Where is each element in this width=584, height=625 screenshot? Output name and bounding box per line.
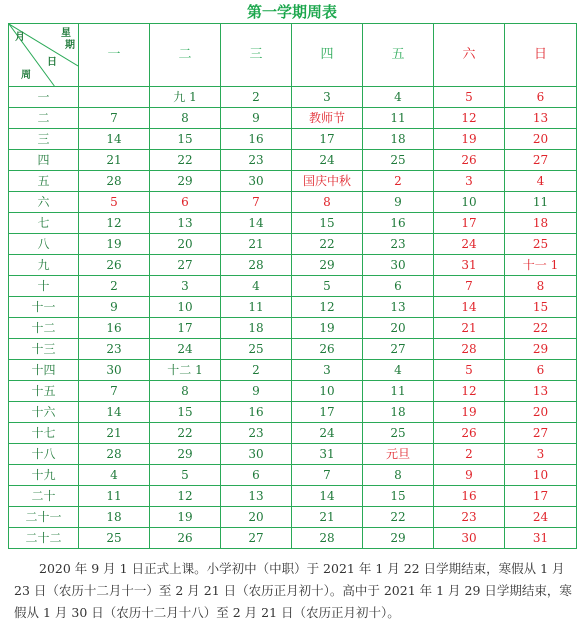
day-cell: 30 <box>221 444 292 465</box>
semester-note: 2020 年 9 月 1 日正式上课。小学初中（中职）于 2021 年 1 月 22 日学期结束，寒假从 1 月 23 日（农历十二月十一）至 2 月 21 日（农历正月初十）。高中于 2021 年 1 月 29 日学期结束，寒假从 1 月 30 日（农历十二月十八）至 2 月 21 日（农历正月初十）。 <box>14 561 572 620</box>
day-cell: 24 <box>292 150 363 171</box>
day-cell: 11 <box>221 297 292 318</box>
day-cell: 28 <box>221 255 292 276</box>
day-cell: 14 <box>79 402 150 423</box>
day-cell: 21 <box>292 507 363 528</box>
day-cell: 13 <box>505 381 577 402</box>
day-cell: 8 <box>292 192 363 213</box>
day-cell: 21 <box>79 423 150 444</box>
day-cell: 13 <box>363 297 434 318</box>
day-cell: 10 <box>434 192 505 213</box>
week-number-cell: 五 <box>9 171 79 192</box>
day-cell: 24 <box>150 339 221 360</box>
table-row <box>9 528 577 549</box>
page-title: 第一学期周表 <box>246 3 337 21</box>
day-cell: 15 <box>363 486 434 507</box>
day-cell: 12 <box>79 213 150 234</box>
table-row <box>9 171 577 192</box>
day-cell: 24 <box>434 234 505 255</box>
week-number-cell: 十六 <box>9 402 79 423</box>
day-cell: 19 <box>434 129 505 150</box>
table-row <box>9 213 577 234</box>
day-cell: 4 <box>79 465 150 486</box>
day-cell: 11 <box>363 381 434 402</box>
day-cell: 28 <box>292 528 363 549</box>
day-cell: 31 <box>434 255 505 276</box>
day-cell: 3 <box>150 276 221 297</box>
table-row <box>9 507 577 528</box>
day-cell: 3 <box>434 171 505 192</box>
day-cell: 10 <box>292 381 363 402</box>
day-cell: 2 <box>79 276 150 297</box>
table-row <box>9 486 577 507</box>
week-number-cell: 十一 <box>9 297 79 318</box>
day-cell: 17 <box>292 402 363 423</box>
week-number-cell: 一 <box>9 87 79 108</box>
day-cell: 29 <box>150 444 221 465</box>
day-cell: 10 <box>505 465 577 486</box>
day-cell: 22 <box>150 150 221 171</box>
day-cell: 9 <box>79 297 150 318</box>
day-cell: 22 <box>505 318 577 339</box>
day-cell: 26 <box>434 423 505 444</box>
week-number-cell: 七 <box>9 213 79 234</box>
day-cell: 19 <box>150 507 221 528</box>
week-number-cell: 二 <box>9 108 79 129</box>
day-cell: 九 1 <box>150 87 221 108</box>
day-cell: 20 <box>505 402 577 423</box>
weekday-header-sat: 六 <box>434 24 505 87</box>
day-cell: 7 <box>221 192 292 213</box>
table-row <box>9 360 577 381</box>
day-cell: 28 <box>79 444 150 465</box>
day-cell: 27 <box>505 423 577 444</box>
day-cell: 18 <box>79 507 150 528</box>
week-number-cell: 六 <box>9 192 79 213</box>
day-cell: 16 <box>363 213 434 234</box>
day-cell: 3 <box>292 87 363 108</box>
day-cell: 4 <box>363 87 434 108</box>
day-cell: 13 <box>221 486 292 507</box>
day-cell: 20 <box>505 129 577 150</box>
week-number-cell: 八 <box>9 234 79 255</box>
day-cell: 19 <box>434 402 505 423</box>
day-cell: 4 <box>505 171 577 192</box>
day-cell: 14 <box>434 297 505 318</box>
day-cell: 20 <box>363 318 434 339</box>
weekday-header-tue: 二 <box>150 24 221 87</box>
day-cell: 25 <box>505 234 577 255</box>
day-cell: 17 <box>292 129 363 150</box>
day-cell: 20 <box>150 234 221 255</box>
day-cell: 21 <box>221 234 292 255</box>
corner-weekday-label-2: 期 <box>65 40 75 51</box>
day-cell: 24 <box>505 507 577 528</box>
day-cell: 29 <box>363 528 434 549</box>
day-cell: 31 <box>292 444 363 465</box>
week-number-cell: 十八 <box>9 444 79 465</box>
day-cell: 16 <box>221 402 292 423</box>
week-number-cell: 十二 <box>9 318 79 339</box>
day-cell: 12 <box>292 297 363 318</box>
day-cell: 30 <box>434 528 505 549</box>
day-cell: 5 <box>292 276 363 297</box>
day-cell: 国庆中秋 <box>292 171 363 192</box>
day-cell: 2 <box>221 360 292 381</box>
day-cell: 18 <box>363 402 434 423</box>
week-number-cell: 十 <box>9 276 79 297</box>
day-cell: 8 <box>505 276 577 297</box>
week-number-cell: 十三 <box>9 339 79 360</box>
weekday-header-fri: 五 <box>363 24 434 87</box>
weekday-header-thu: 四 <box>292 24 363 87</box>
table-row <box>9 297 577 318</box>
day-cell: 5 <box>434 360 505 381</box>
day-cell: 2 <box>434 444 505 465</box>
day-cell: 9 <box>221 381 292 402</box>
week-number-cell: 十九 <box>9 465 79 486</box>
day-cell: 23 <box>221 150 292 171</box>
weekday-header-mon: 一 <box>79 24 150 87</box>
day-cell: 14 <box>292 486 363 507</box>
day-cell: 15 <box>150 402 221 423</box>
week-number-cell: 三 <box>9 129 79 150</box>
weekday-header-sun: 日 <box>505 24 577 87</box>
day-cell: 17 <box>505 486 577 507</box>
day-cell: 29 <box>150 171 221 192</box>
table-row <box>9 129 577 150</box>
day-cell: 11 <box>505 192 577 213</box>
table-row <box>9 255 577 276</box>
day-cell: 23 <box>363 234 434 255</box>
day-cell: 27 <box>363 339 434 360</box>
day-cell: 6 <box>363 276 434 297</box>
day-cell: 十二 1 <box>150 360 221 381</box>
table-row <box>9 87 577 108</box>
day-cell: 7 <box>434 276 505 297</box>
day-cell: 2 <box>363 171 434 192</box>
week-number-cell: 十四 <box>9 360 79 381</box>
corner-day-label: 日 <box>47 57 57 68</box>
table-row <box>9 108 577 129</box>
day-cell: 27 <box>221 528 292 549</box>
day-cell: 26 <box>79 255 150 276</box>
table-row <box>9 402 577 423</box>
day-cell: 12 <box>150 486 221 507</box>
table-row <box>9 234 577 255</box>
table-row <box>9 339 577 360</box>
day-cell: 13 <box>505 108 577 129</box>
day-cell: 3 <box>505 444 577 465</box>
day-cell: 30 <box>363 255 434 276</box>
day-cell: 24 <box>292 423 363 444</box>
weekday-header-wed: 三 <box>221 24 292 87</box>
day-cell: 23 <box>79 339 150 360</box>
day-cell: 8 <box>150 381 221 402</box>
day-cell: 9 <box>363 192 434 213</box>
corner-week-label: 周 <box>21 70 31 81</box>
corner-weekday-label-1: 星 <box>61 28 71 39</box>
day-cell: 8 <box>150 108 221 129</box>
day-cell: 27 <box>505 150 577 171</box>
day-cell: 18 <box>221 318 292 339</box>
day-cell: 2 <box>221 87 292 108</box>
day-cell: 15 <box>150 129 221 150</box>
day-cell: 8 <box>363 465 434 486</box>
day-cell: 30 <box>79 360 150 381</box>
week-number-cell: 十七 <box>9 423 79 444</box>
day-cell: 26 <box>292 339 363 360</box>
day-cell: 28 <box>79 171 150 192</box>
day-cell: 23 <box>221 423 292 444</box>
day-cell: 16 <box>221 129 292 150</box>
day-cell: 29 <box>505 339 577 360</box>
day-cell: 17 <box>434 213 505 234</box>
day-cell: 16 <box>434 486 505 507</box>
day-cell: 11 <box>363 108 434 129</box>
day-cell: 25 <box>79 528 150 549</box>
day-cell: 22 <box>292 234 363 255</box>
day-cell: 7 <box>292 465 363 486</box>
day-cell: 15 <box>292 213 363 234</box>
day-cell: 31 <box>505 528 577 549</box>
week-number-cell: 四 <box>9 150 79 171</box>
day-cell: 19 <box>292 318 363 339</box>
corner-header <box>9 24 79 87</box>
day-cell: 20 <box>221 507 292 528</box>
day-cell: 25 <box>363 150 434 171</box>
day-cell: 教师节 <box>292 108 363 129</box>
day-cell: 6 <box>221 465 292 486</box>
day-cell: 9 <box>221 108 292 129</box>
day-cell: 7 <box>79 381 150 402</box>
day-cell: 14 <box>221 213 292 234</box>
corner-month-label: 月 <box>15 32 25 43</box>
week-number-cell: 二十 <box>9 486 79 507</box>
day-cell: 23 <box>434 507 505 528</box>
table-row <box>9 318 577 339</box>
week-rows <box>9 87 577 549</box>
week-number-cell: 十五 <box>9 381 79 402</box>
day-cell: 12 <box>434 108 505 129</box>
day-cell: 元旦 <box>363 444 434 465</box>
day-cell: 29 <box>292 255 363 276</box>
table-row <box>9 192 577 213</box>
day-cell: 7 <box>79 108 150 129</box>
day-cell: 22 <box>150 423 221 444</box>
day-cell: 21 <box>79 150 150 171</box>
day-cell: 15 <box>505 297 577 318</box>
week-number-cell: 二十二 <box>9 528 79 549</box>
table-row <box>9 423 577 444</box>
day-cell: 4 <box>221 276 292 297</box>
day-cell: 13 <box>150 213 221 234</box>
day-cell: 25 <box>221 339 292 360</box>
day-cell: 26 <box>434 150 505 171</box>
day-cell: 26 <box>150 528 221 549</box>
day-cell: 11 <box>79 486 150 507</box>
day-cell: 22 <box>363 507 434 528</box>
table-row <box>9 444 577 465</box>
day-cell: 5 <box>150 465 221 486</box>
day-cell: 25 <box>363 423 434 444</box>
day-cell: 21 <box>434 318 505 339</box>
day-cell <box>79 87 150 108</box>
day-cell: 6 <box>505 87 577 108</box>
day-cell: 6 <box>505 360 577 381</box>
day-cell: 5 <box>79 192 150 213</box>
day-cell: 5 <box>434 87 505 108</box>
day-cell: 18 <box>505 213 577 234</box>
day-cell: 12 <box>434 381 505 402</box>
day-cell: 27 <box>150 255 221 276</box>
day-cell: 6 <box>150 192 221 213</box>
day-cell: 30 <box>221 171 292 192</box>
table-row <box>9 465 577 486</box>
day-cell: 17 <box>150 318 221 339</box>
header-row <box>9 24 577 87</box>
day-cell: 3 <box>292 360 363 381</box>
week-number-cell: 九 <box>9 255 79 276</box>
day-cell: 10 <box>150 297 221 318</box>
day-cell: 9 <box>434 465 505 486</box>
day-cell: 18 <box>363 129 434 150</box>
day-cell: 28 <box>434 339 505 360</box>
table-row <box>9 381 577 402</box>
day-cell: 19 <box>79 234 150 255</box>
day-cell: 14 <box>79 129 150 150</box>
semester-week-table <box>8 23 577 549</box>
table-row <box>9 150 577 171</box>
table-row <box>9 276 577 297</box>
day-cell: 16 <box>79 318 150 339</box>
day-cell: 十一 1 <box>505 255 577 276</box>
day-cell: 4 <box>363 360 434 381</box>
week-number-cell: 二十一 <box>9 507 79 528</box>
